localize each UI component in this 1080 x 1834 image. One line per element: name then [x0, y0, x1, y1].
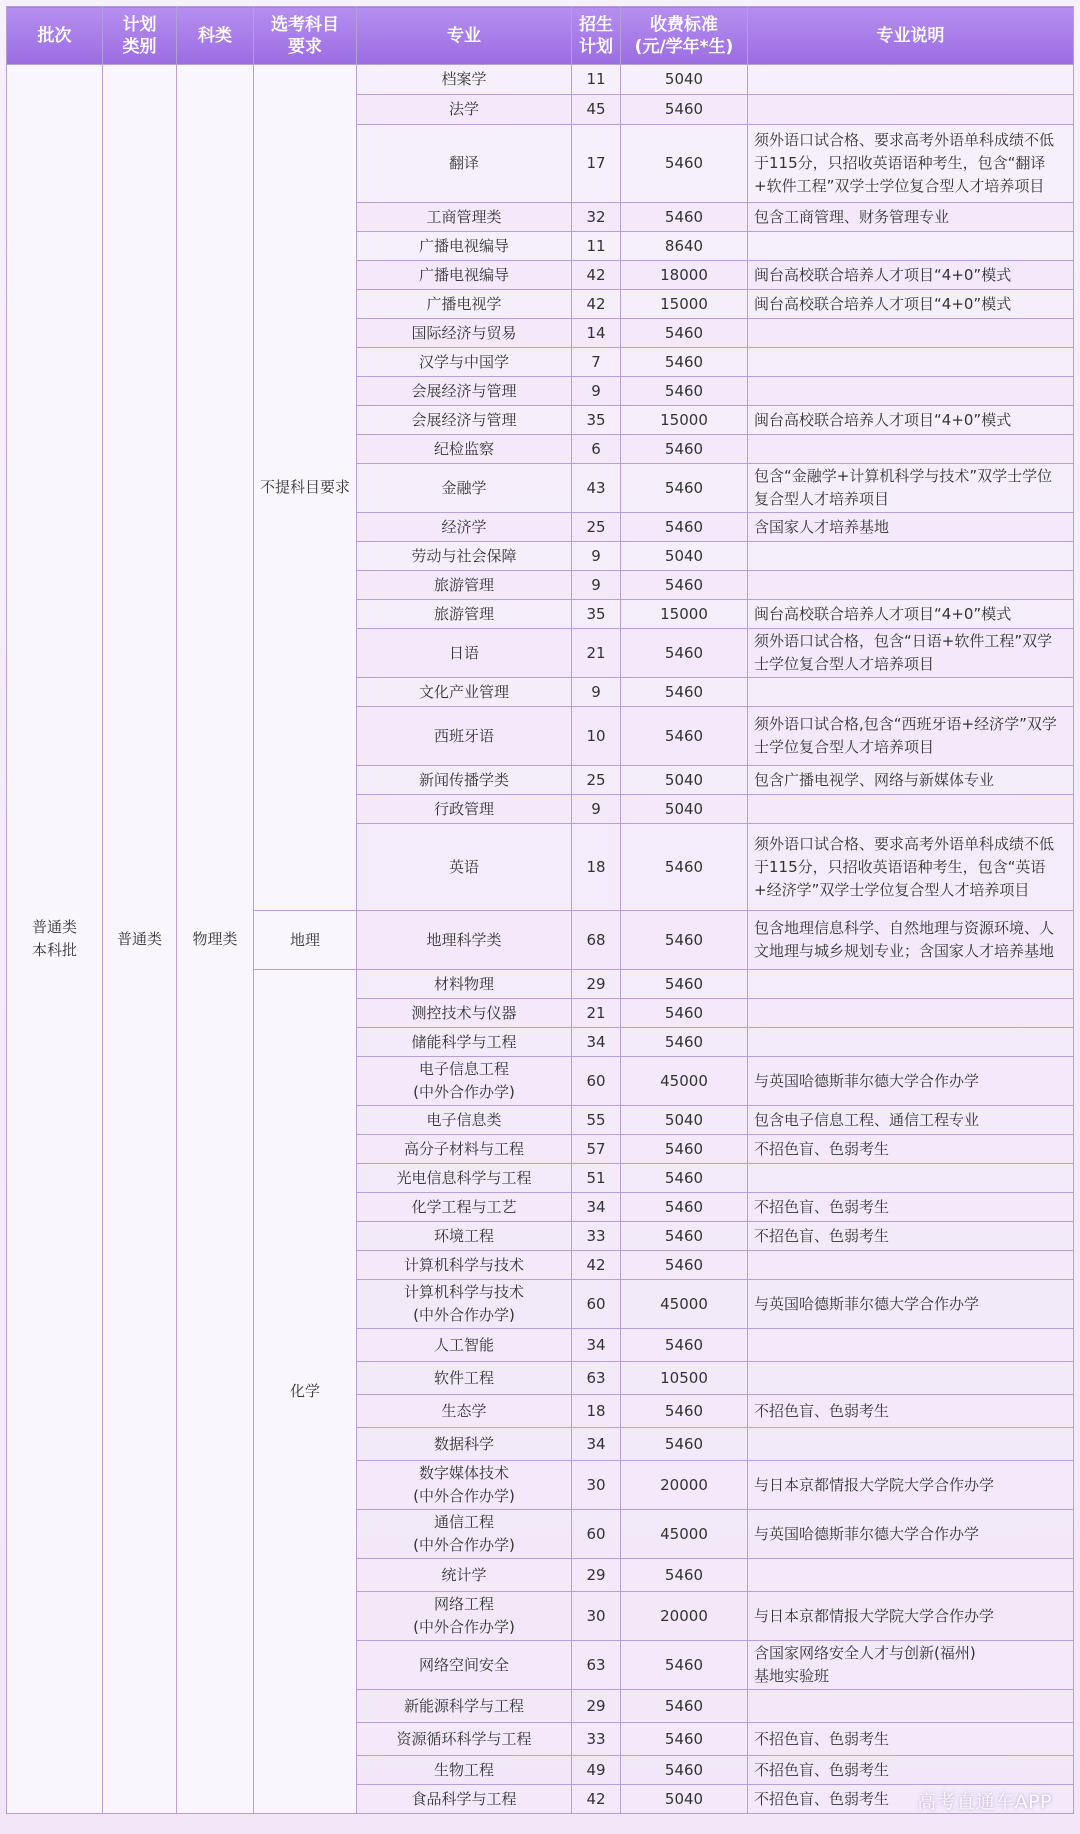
major-cell: 网络工程 (中外合作办学) [357, 1592, 572, 1641]
major-cell: 会展经济与管理 [357, 377, 572, 406]
quota-cell: 9 [572, 795, 621, 824]
note-cell: 包含广播电视学、网络与新媒体专业 [748, 766, 1074, 795]
quota-cell: 10 [572, 707, 621, 766]
note-cell: 须外语口试合格、要求高考外语单科成绩不低于115分，只招收英语语种考生，包含“英语+经济学”双学士学位复合型人才培养项目 [748, 824, 1074, 911]
note-cell: 不招色盲、色弱考生 [748, 1395, 1074, 1428]
major-cell: 新能源科学与工程 [357, 1690, 572, 1723]
major-cell: 生态学 [357, 1395, 572, 1428]
fee-cell: 5460 [621, 1690, 748, 1723]
note-cell: 含国家人才培养基地 [748, 513, 1074, 542]
fee-cell: 5040 [621, 795, 748, 824]
note-cell [748, 95, 1074, 125]
note-cell [748, 970, 1074, 999]
major-cell: 金融学 [357, 464, 572, 513]
major-cell: 化学工程与工艺 [357, 1193, 572, 1222]
note-cell: 包含工商管理、财务管理专业 [748, 203, 1074, 232]
note-cell [748, 795, 1074, 824]
subject-requirement-cell: 化学 [254, 970, 357, 1814]
quota-cell: 25 [572, 513, 621, 542]
major-cell: 日语 [357, 629, 572, 678]
fee-cell: 5460 [621, 707, 748, 766]
note-cell [748, 435, 1074, 464]
note-cell: 包含电子信息工程、通信工程专业 [748, 1106, 1074, 1135]
note-cell: 包含地理信息科学、自然地理与资源环境、人文地理与城乡规划专业；含国家人才培养基地 [748, 911, 1074, 970]
quota-cell: 42 [572, 1785, 621, 1814]
quota-cell: 11 [572, 65, 621, 95]
major-cell: 国际经济与贸易 [357, 319, 572, 348]
quota-cell: 21 [572, 999, 621, 1028]
major-cell: 广播电视编导 [357, 261, 572, 290]
major-cell: 软件工程 [357, 1362, 572, 1395]
quota-cell: 33 [572, 1723, 621, 1756]
quota-cell: 6 [572, 435, 621, 464]
header-major: 专业 [357, 7, 572, 65]
note-cell [748, 348, 1074, 377]
major-cell: 翻译 [357, 125, 572, 203]
note-cell: 不招色盲、色弱考生 [748, 1723, 1074, 1756]
fee-cell: 20000 [621, 1461, 748, 1510]
quota-cell: 63 [572, 1362, 621, 1395]
major-cell: 行政管理 [357, 795, 572, 824]
major-cell: 工商管理类 [357, 203, 572, 232]
quota-cell: 11 [572, 232, 621, 261]
quota-cell: 35 [572, 600, 621, 629]
major-cell: 人工智能 [357, 1329, 572, 1362]
quota-cell: 18 [572, 824, 621, 911]
fee-cell: 5460 [621, 377, 748, 406]
fee-cell: 5460 [621, 1723, 748, 1756]
major-cell: 环境工程 [357, 1222, 572, 1251]
fee-cell: 5460 [621, 513, 748, 542]
fee-cell: 15000 [621, 290, 748, 319]
quota-cell: 30 [572, 1461, 621, 1510]
note-cell [748, 1251, 1074, 1280]
quota-cell: 42 [572, 1251, 621, 1280]
note-cell [748, 1362, 1074, 1395]
fee-cell: 5460 [621, 999, 748, 1028]
quota-cell: 42 [572, 290, 621, 319]
major-cell: 新闻传播学类 [357, 766, 572, 795]
note-cell [748, 1690, 1074, 1723]
note-cell: 与英国哈德斯菲尔德大学合作办学 [748, 1510, 1074, 1559]
quota-cell: 34 [572, 1428, 621, 1461]
quota-cell: 49 [572, 1756, 621, 1785]
watermark: 高考直通车APP [917, 1791, 1052, 1813]
header-category: 科类 [177, 7, 254, 65]
fee-cell: 45000 [621, 1057, 748, 1106]
fee-cell: 8640 [621, 232, 748, 261]
fee-cell: 45000 [621, 1280, 748, 1329]
note-cell: 闽台高校联合培养人才项目“4+0”模式 [748, 261, 1074, 290]
major-cell: 汉学与中国学 [357, 348, 572, 377]
quota-cell: 7 [572, 348, 621, 377]
quota-cell: 14 [572, 319, 621, 348]
major-cell: 经济学 [357, 513, 572, 542]
note-cell [748, 65, 1074, 95]
fee-cell: 15000 [621, 406, 748, 435]
quota-cell: 51 [572, 1164, 621, 1193]
note-cell: 与日本京都情报大学院大学合作办学 [748, 1461, 1074, 1510]
plan-type-cell: 普通类 [103, 65, 177, 1814]
note-cell: 须外语口试合格,包含“西班牙语+经济学”双学士学位复合型人才培养项目 [748, 707, 1074, 766]
fee-cell: 5460 [621, 95, 748, 125]
fee-cell: 5460 [621, 1395, 748, 1428]
quota-cell: 63 [572, 1641, 621, 1690]
note-cell [748, 571, 1074, 600]
quota-cell: 32 [572, 203, 621, 232]
fee-cell: 5460 [621, 464, 748, 513]
major-cell: 材料物理 [357, 970, 572, 999]
quota-cell: 29 [572, 970, 621, 999]
quota-cell: 21 [572, 629, 621, 678]
quota-cell: 9 [572, 571, 621, 600]
quota-cell: 18 [572, 1395, 621, 1428]
note-cell [748, 1329, 1074, 1362]
fee-cell: 5460 [621, 678, 748, 707]
major-cell: 电子信息类 [357, 1106, 572, 1135]
note-cell: 须外语口试合格、要求高考外语单科成绩不低于115分，只招收英语语种考生，包含“翻译+软件工程”双学士学位复合型人才培养项目 [748, 125, 1074, 203]
note-cell: 与英国哈德斯菲尔德大学合作办学 [748, 1057, 1074, 1106]
note-cell: 不招色盲、色弱考生 [748, 1785, 1074, 1814]
fee-cell: 5460 [621, 1193, 748, 1222]
note-cell: 须外语口试合格，包含“日语+软件工程”双学士学位复合型人才培养项目 [748, 629, 1074, 678]
note-cell: 包含“金融学+计算机科学与技术”双学士学位复合型人才培养项目 [748, 464, 1074, 513]
note-cell [748, 232, 1074, 261]
quota-cell: 33 [572, 1222, 621, 1251]
fee-cell: 5460 [621, 824, 748, 911]
fee-cell: 18000 [621, 261, 748, 290]
quota-cell: 17 [572, 125, 621, 203]
note-cell: 含国家网络安全人才与创新(福州) 基地实验班 [748, 1641, 1074, 1690]
quota-cell: 9 [572, 377, 621, 406]
quota-cell: 60 [572, 1280, 621, 1329]
note-cell: 不招色盲、色弱考生 [748, 1222, 1074, 1251]
table-body [7, 65, 1074, 1814]
quota-cell: 35 [572, 406, 621, 435]
major-cell: 劳动与社会保障 [357, 542, 572, 571]
major-cell: 广播电视编导 [357, 232, 572, 261]
major-cell: 英语 [357, 824, 572, 911]
note-cell [748, 1428, 1074, 1461]
fee-cell: 5460 [621, 203, 748, 232]
major-cell: 会展经济与管理 [357, 406, 572, 435]
major-cell: 西班牙语 [357, 707, 572, 766]
major-cell: 计算机科学与技术 (中外合作办学) [357, 1280, 572, 1329]
subject-requirement-cell: 不提科目要求 [254, 65, 357, 911]
batch-cell: 普通类 本科批 [7, 65, 103, 1814]
fee-cell: 45000 [621, 1510, 748, 1559]
quota-cell: 43 [572, 464, 621, 513]
major-cell: 计算机科学与技术 [357, 1251, 572, 1280]
header-fee: 收费标准 (元/学年*生) [621, 7, 748, 65]
quota-cell: 34 [572, 1193, 621, 1222]
note-cell: 与英国哈德斯菲尔德大学合作办学 [748, 1280, 1074, 1329]
major-cell: 测控技术与仪器 [357, 999, 572, 1028]
fee-cell: 5460 [621, 1222, 748, 1251]
quota-cell: 25 [572, 766, 621, 795]
header-row [7, 7, 1074, 65]
quota-cell: 45 [572, 95, 621, 125]
note-cell: 不招色盲、色弱考生 [748, 1193, 1074, 1222]
fee-cell: 10500 [621, 1362, 748, 1395]
note-cell [748, 1164, 1074, 1193]
major-cell: 旅游管理 [357, 600, 572, 629]
quota-cell: 42 [572, 261, 621, 290]
quota-cell: 68 [572, 911, 621, 970]
fee-cell: 5040 [621, 65, 748, 95]
subject-requirement-cell: 地理 [254, 911, 357, 970]
quota-cell: 29 [572, 1690, 621, 1723]
quota-cell: 9 [572, 542, 621, 571]
note-cell: 闽台高校联合培养人才项目“4+0”模式 [748, 290, 1074, 319]
quota-cell: 57 [572, 1135, 621, 1164]
major-cell: 储能科学与工程 [357, 1028, 572, 1057]
fee-cell: 5460 [621, 348, 748, 377]
major-cell: 数据科学 [357, 1428, 572, 1461]
header-plan-type: 计划 类别 [103, 7, 177, 65]
fee-cell: 5460 [621, 1164, 748, 1193]
major-cell: 广播电视学 [357, 290, 572, 319]
major-cell: 旅游管理 [357, 571, 572, 600]
note-cell [748, 542, 1074, 571]
major-cell: 生物工程 [357, 1756, 572, 1785]
major-cell: 地理科学类 [357, 911, 572, 970]
fee-cell: 5460 [621, 435, 748, 464]
header-note: 专业说明 [748, 7, 1074, 65]
note-cell: 不招色盲、色弱考生 [748, 1135, 1074, 1164]
fee-cell: 5040 [621, 1785, 748, 1814]
quota-cell: 29 [572, 1559, 621, 1592]
header-batch: 批次 [7, 7, 103, 65]
note-cell [748, 377, 1074, 406]
fee-cell: 5460 [621, 911, 748, 970]
note-cell: 不招色盲、色弱考生 [748, 1756, 1074, 1785]
fee-cell: 5460 [621, 125, 748, 203]
major-cell: 纪检监察 [357, 435, 572, 464]
enrollment-plan-table [6, 6, 1074, 1814]
quota-cell: 34 [572, 1329, 621, 1362]
major-cell: 光电信息科学与工程 [357, 1164, 572, 1193]
quota-cell: 60 [572, 1510, 621, 1559]
quota-cell: 55 [572, 1106, 621, 1135]
note-cell [748, 999, 1074, 1028]
table-row [7, 65, 1074, 95]
fee-cell: 5460 [621, 629, 748, 678]
major-cell: 电子信息工程 (中外合作办学) [357, 1057, 572, 1106]
major-cell: 资源循环科学与工程 [357, 1723, 572, 1756]
fee-cell: 5460 [621, 1251, 748, 1280]
major-cell: 文化产业管理 [357, 678, 572, 707]
major-cell: 食品科学与工程 [357, 1785, 572, 1814]
major-cell: 网络空间安全 [357, 1641, 572, 1690]
fee-cell: 5460 [621, 1135, 748, 1164]
fee-cell: 20000 [621, 1592, 748, 1641]
category-cell: 物理类 [177, 65, 254, 1814]
note-cell [748, 1559, 1074, 1592]
major-cell: 法学 [357, 95, 572, 125]
fee-cell: 5460 [621, 1329, 748, 1362]
note-cell [748, 319, 1074, 348]
fee-cell: 5460 [621, 571, 748, 600]
major-cell: 通信工程 (中外合作办学) [357, 1510, 572, 1559]
note-cell: 与日本京都情报大学院大学合作办学 [748, 1592, 1074, 1641]
note-cell: 闽台高校联合培养人才项目“4+0”模式 [748, 600, 1074, 629]
fee-cell: 5460 [621, 1559, 748, 1592]
fee-cell: 5460 [621, 1028, 748, 1057]
note-cell [748, 1028, 1074, 1057]
fee-cell: 5040 [621, 1106, 748, 1135]
fee-cell: 5040 [621, 766, 748, 795]
table-header [7, 7, 1074, 65]
quota-cell: 9 [572, 678, 621, 707]
fee-cell: 5460 [621, 1428, 748, 1461]
note-cell: 闽台高校联合培养人才项目“4+0”模式 [748, 406, 1074, 435]
fee-cell: 5460 [621, 1641, 748, 1690]
major-cell: 高分子材料与工程 [357, 1135, 572, 1164]
quota-cell: 60 [572, 1057, 621, 1106]
major-cell: 数字媒体技术 (中外合作办学) [357, 1461, 572, 1510]
note-cell [748, 678, 1074, 707]
fee-cell: 5460 [621, 970, 748, 999]
header-subject-requirement: 选考科目 要求 [254, 7, 357, 65]
quota-cell: 34 [572, 1028, 621, 1057]
fee-cell: 15000 [621, 600, 748, 629]
fee-cell: 5460 [621, 1756, 748, 1785]
major-cell: 统计学 [357, 1559, 572, 1592]
major-cell: 档案学 [357, 65, 572, 95]
quota-cell: 30 [572, 1592, 621, 1641]
fee-cell: 5040 [621, 542, 748, 571]
fee-cell: 5460 [621, 319, 748, 348]
header-quota: 招生 计划 [572, 7, 621, 65]
